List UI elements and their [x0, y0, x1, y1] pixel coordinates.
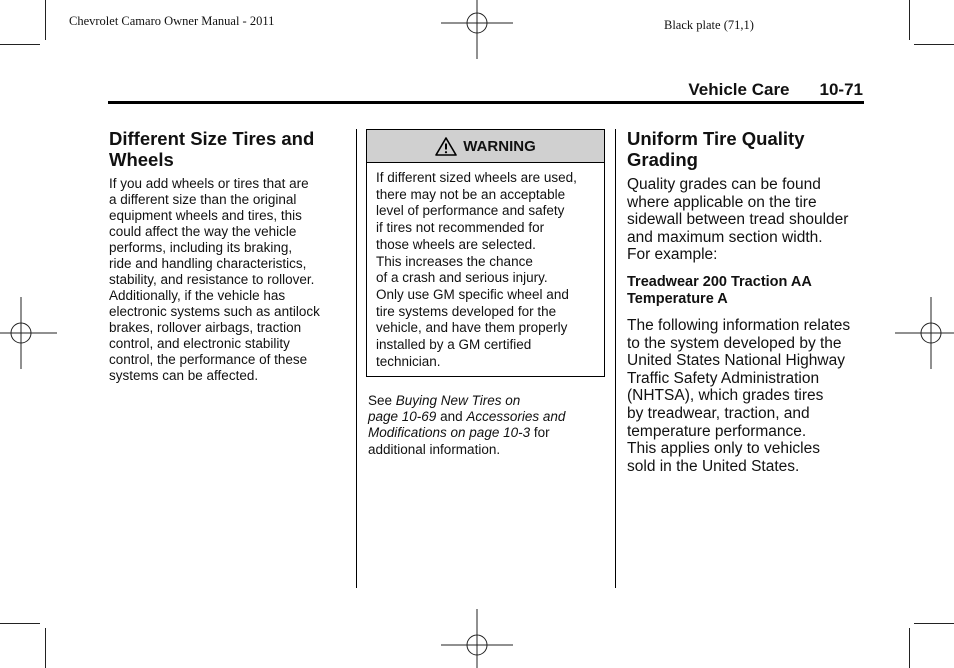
text-line: For example:	[627, 246, 718, 264]
text-line: by treadwear, traction, and	[627, 404, 810, 422]
text-line: The following information relates	[627, 316, 851, 334]
section-heading: Different Size Tires and Wheels	[109, 128, 315, 170]
text-line: those wheels are selected.	[376, 236, 536, 252]
text-line: See Buying New Tires on	[368, 393, 521, 408]
text-line: level of performance and safety	[376, 203, 565, 219]
text-line: electronic systems such as antilock	[109, 304, 320, 319]
text-line: page 10-69 and Accessories and	[368, 409, 566, 425]
text-line: stability, and resistance to rollover.	[109, 272, 315, 287]
section-different-size-tires	[109, 128, 349, 384]
registration-mark-icon	[441, 609, 513, 668]
running-header	[600, 80, 863, 100]
cross-reference-link[interactable]: Accessories and	[466, 409, 566, 425]
text-line: performs, including its braking,	[109, 240, 293, 255]
warning-header	[367, 130, 604, 163]
text-line: Traffic Safety Administration	[627, 369, 820, 387]
text-line: If you add wheels or tires that are	[109, 176, 309, 191]
text-line: Additionally, if the vehicle has	[109, 288, 286, 303]
registration-mark-icon	[441, 0, 513, 59]
crop-mark	[914, 44, 954, 45]
registration-mark-icon	[0, 297, 57, 369]
warning-triangle-icon	[435, 137, 457, 156]
see-also-note	[368, 393, 608, 458]
text-line: Only use GM specific wheel and	[376, 286, 569, 302]
warning-title: WARNING	[463, 137, 536, 155]
column-divider	[615, 129, 616, 588]
text-line: tire systems developed for the	[376, 303, 557, 319]
crop-mark	[0, 44, 40, 45]
crop-mark	[909, 0, 910, 40]
warning-text	[367, 163, 604, 370]
text-line: systems can be affected.	[109, 368, 259, 383]
section-body	[627, 317, 867, 475]
text-line: If different sized wheels are used,	[376, 170, 577, 185]
text-line: to the system developed by the	[627, 334, 842, 352]
section-heading: Uniform Tire Quality Grading	[627, 128, 805, 170]
text-line: This increases the chance	[376, 253, 533, 269]
text-line: ride and handling characteristics,	[109, 256, 307, 271]
column-divider	[356, 129, 357, 588]
text-line: Quality grades can be found	[627, 176, 821, 193]
text-line: temperature performance.	[627, 422, 807, 440]
cross-reference-link[interactable]: Modifications on page 10-3	[368, 425, 531, 441]
registration-mark-icon	[895, 297, 954, 369]
grading-example: Treadwear 200 Traction AA Temperature A	[627, 273, 812, 307]
text-line: of a crash and serious injury.	[376, 270, 548, 286]
print-header-plate: Black plate (71,1)	[664, 18, 754, 32]
text-line: and maximum section width.	[627, 228, 823, 246]
text-line: sidewall between tread shoulder	[627, 211, 849, 229]
text-line: if tires not recommended for	[376, 220, 545, 236]
text-line: Modifications on page 10-3 for	[368, 425, 550, 441]
crop-mark	[914, 623, 954, 624]
cross-reference-link[interactable]: Buying New Tires on	[395, 393, 521, 408]
text-line: control, the performance of these	[109, 352, 308, 367]
text-line: brakes, rollover airbags, traction	[109, 320, 302, 335]
text-line: a different size than the original	[109, 192, 297, 207]
text-line: additional information.	[368, 441, 501, 457]
print-header-title: Chevrolet Camaro Owner Manual - 2011	[69, 14, 275, 28]
crop-mark	[0, 623, 40, 624]
warning-box	[366, 129, 605, 377]
cross-reference-link[interactable]: page 10-69	[368, 409, 437, 425]
section-uniform-tire-quality-grading	[627, 128, 867, 475]
header-rule	[108, 101, 864, 104]
text-line: vehicle, and have them properly	[376, 320, 568, 336]
section-body	[109, 176, 349, 384]
text-line: where applicable on the tire	[627, 193, 817, 211]
crop-mark	[45, 628, 46, 668]
crop-mark	[45, 0, 46, 40]
section-title: Vehicle Care	[688, 80, 790, 99]
text-line: United States National Highway	[627, 352, 845, 370]
text-line: sold in the United States.	[627, 457, 800, 475]
section-intro	[627, 176, 867, 264]
text-line: there may not be an acceptable	[376, 186, 566, 202]
page-number: 10-71	[819, 80, 863, 99]
crop-mark	[909, 628, 910, 668]
text-line: control, and electronic stability	[109, 336, 290, 351]
text-line: could affect the way the vehicle	[109, 224, 297, 239]
text-line: equipment wheels and tires, this	[109, 208, 302, 223]
text-line: (NHTSA), which grades tires	[627, 387, 824, 405]
text-line: This applies only to vehicles	[627, 440, 820, 458]
text-line: technician.	[376, 353, 441, 369]
text-line: installed by a GM certified	[376, 337, 532, 353]
